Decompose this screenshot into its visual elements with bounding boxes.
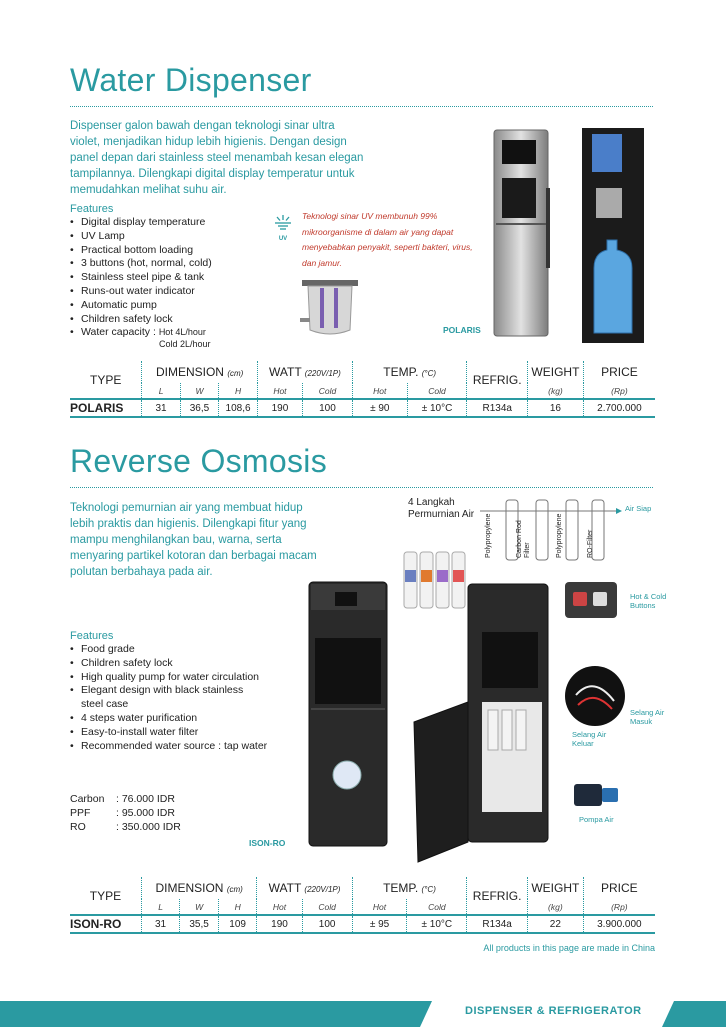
sub-w: W [180, 899, 219, 915]
row-price: 2.700.000 [583, 399, 655, 417]
list-item: • Children safety lock [70, 313, 290, 327]
intro-line: Dispenser galon bawah dengan teknologi sinar ultra [70, 120, 335, 132]
row-l: 31 [141, 915, 179, 933]
selang-keluar-callout [572, 730, 606, 748]
sub-temp-hot: Hot [352, 899, 407, 915]
water-dispenser-intro [70, 118, 370, 198]
filter-steps-title [408, 497, 474, 521]
filter-label: RO-Filter [587, 529, 594, 558]
row-temp-cold: ± 10°C [407, 399, 467, 417]
sub-watt-hot: Hot [257, 383, 302, 399]
callout-line: Buttons [630, 601, 656, 610]
row-watt-cold: 100 [302, 399, 352, 417]
filter-diagram [480, 495, 630, 565]
col-temp [352, 361, 466, 383]
list-item: • Digital display temperature [70, 216, 290, 230]
col-price: PRICE [583, 361, 655, 383]
col-dimension [141, 877, 257, 899]
ison-ro-open-image [412, 582, 550, 864]
table-row [70, 915, 655, 933]
price-row [70, 820, 181, 834]
intro-line: menyaring partikel kotoran dan berbagai macam [70, 550, 317, 562]
row-watt-hot: 190 [257, 915, 302, 933]
list-item: • Runs-out water indicator [70, 285, 290, 299]
price-row [70, 792, 181, 806]
footer-title: DISPENSER & REFRIGERATOR [465, 1005, 642, 1017]
reverse-osmosis-intro [70, 500, 370, 580]
intro-line: Teknologi pemurnian air yang membuat hidup [70, 502, 303, 514]
price-value: : 350.000 IDR [116, 821, 181, 833]
price-name: RO [70, 821, 86, 833]
sub-weight-unit: (kg) [528, 383, 584, 399]
intro-line: mampu menghilangkan bau, warna, serta [70, 534, 282, 546]
price-value: : 76.000 IDR [116, 793, 175, 805]
dimension-label: DIMENSION [155, 881, 224, 895]
uv-lamp-icon [272, 213, 294, 241]
row-l: 31 [142, 399, 180, 417]
callout-line: Hot & Cold [630, 592, 667, 601]
uv-tank-image [300, 278, 360, 340]
row-type: POLARIS [70, 401, 124, 415]
dimension-unit: (cm) [226, 885, 243, 894]
row-refrig: R134a [467, 915, 528, 933]
filter-label: Carbon Rod Filter [516, 520, 531, 558]
steps-subtitle: Permurnian Air [408, 509, 475, 520]
selang-masuk-callout [630, 708, 664, 726]
row-watt-cold: 100 [302, 915, 352, 933]
col-refrig: REFRIG. [467, 877, 528, 915]
list-item: • Automatic pump [70, 299, 290, 313]
uv-line: mikroorganisme di dalam air yang dapat [302, 226, 454, 237]
row-watt-hot: 190 [257, 399, 302, 417]
steps-title: 4 Langkah [408, 497, 455, 508]
features-list [70, 643, 300, 698]
watt-label: WATT [269, 365, 302, 379]
capacity-cold: Cold 2L/hour [159, 339, 211, 349]
dimension-label: DIMENSION [155, 365, 224, 379]
col-weight: WEIGHT [528, 361, 584, 383]
watt-label: WATT [268, 881, 302, 895]
col-price: PRICE [583, 877, 655, 899]
col-watt [257, 361, 352, 383]
row-h: 108,6 [219, 399, 258, 417]
filter-label: Polypropylene [556, 513, 563, 558]
intro-line: polutan berbahaya pada air. [70, 566, 213, 578]
temp-label: TEMP. [383, 881, 419, 895]
section-title-reverse-osmosis: Reverse Osmosis [70, 443, 327, 479]
intro-line: memudahkan melihat suhu air. [70, 184, 227, 196]
callout-line: Selang Air [572, 730, 607, 739]
polaris-label: POLARIS [443, 325, 481, 335]
temp-label: TEMP. [383, 365, 419, 379]
capacity-label: Water capacity : [81, 326, 156, 339]
callout-line: Keluar [572, 739, 594, 748]
row-w: 36,5 [180, 399, 219, 417]
list-item: • Food grade [70, 643, 300, 657]
list-item: • Practical bottom loading [70, 244, 290, 258]
list-item: • High quality pump for water circulation [70, 671, 300, 685]
hot-cold-callout [630, 592, 666, 610]
uv-line: Teknologi sinar UV membunuh 99% [302, 211, 438, 221]
intro-line: panel depan dari stainless steel menambah kesan elegan [70, 152, 364, 164]
list-item: • Recommended water source : tap water [70, 740, 300, 754]
features-title: Features [70, 630, 114, 642]
watt-unit: (220V/1P) [304, 885, 341, 894]
row-refrig: R134a [467, 399, 528, 417]
temp-unit: (°C) [421, 885, 436, 894]
row-w: 35,5 [180, 915, 219, 933]
temp-unit: (°C) [421, 369, 437, 378]
pump-image [570, 780, 622, 810]
list-item: • Stainless steel pipe & tank [70, 271, 290, 285]
sub-temp-cold: Cold [407, 383, 467, 399]
price-name: PPF [70, 807, 91, 819]
col-type: TYPE [90, 372, 122, 387]
sub-temp-cold: Cold [407, 899, 467, 915]
made-in-note: All products in this page are made in China [483, 943, 655, 953]
polaris-dispenser-image [492, 128, 552, 338]
sub-h: H [219, 383, 258, 399]
list-item: • Easy-to-install water filter [70, 726, 300, 740]
features-title: Features [70, 203, 114, 215]
dimension-unit: (cm) [227, 369, 244, 378]
intro-line: tampilannya. Dilengkapi digital display temperatur untuk [70, 168, 355, 180]
pompa-callout: Pompa Air [579, 815, 614, 824]
sub-watt-hot: Hot [257, 899, 302, 915]
ison-ro-label: ISON-RO [249, 838, 286, 848]
features-list [70, 216, 290, 340]
row-temp-cold: ± 10°C [407, 915, 467, 933]
sub-price-unit: (Rp) [583, 899, 655, 915]
sub-price-unit: (Rp) [583, 383, 655, 399]
intro-line: lebih praktis dan higienis. Dilengkapi fitur yang [70, 518, 307, 530]
ison-ro-spec-table [70, 877, 655, 934]
ison-ro-dispenser-image [307, 580, 389, 848]
list-item: • Children safety lock [70, 657, 300, 671]
sub-l: L [141, 899, 179, 915]
list-item: • 4 steps water purification [70, 712, 300, 726]
price-name: Carbon [70, 793, 105, 805]
table-row [70, 399, 655, 417]
polaris-interior-image [582, 128, 644, 343]
uv-label: UV [278, 236, 288, 242]
feature-continuation: steel case [81, 698, 129, 710]
sub-w: W [180, 383, 219, 399]
air-siap-label: Air Siap [625, 504, 652, 513]
price-row [70, 806, 181, 820]
filter-prices [70, 792, 181, 834]
price-value: : 95.000 IDR [116, 807, 175, 819]
list-item: • Elegant design with black stainless [70, 684, 300, 698]
capacity-hot: Hot 4L/hour [158, 327, 206, 338]
col-refrig: REFRIG. [467, 361, 528, 399]
col-type: TYPE [89, 888, 122, 903]
polaris-spec-table [70, 361, 655, 418]
sub-watt-cold: Cold [302, 899, 352, 915]
list-item: • 3 buttons (hot, normal, cold) [70, 257, 290, 271]
title-divider [70, 106, 653, 107]
sub-watt-cold: Cold [302, 383, 352, 399]
row-weight: 22 [527, 915, 583, 933]
watt-unit: (220V/1P) [304, 369, 341, 378]
sub-l: L [142, 383, 180, 399]
sub-temp-hot: Hot [352, 383, 407, 399]
col-temp [352, 877, 467, 899]
sub-h: H [218, 899, 257, 915]
features-list-2 [70, 712, 300, 753]
list-item: • UV Lamp [70, 230, 290, 244]
col-weight: WEIGHT [527, 877, 583, 899]
sub-weight-unit: (kg) [527, 899, 583, 915]
col-watt [257, 877, 352, 899]
uv-line: menyebabkan penyakit, seperti bakteri, virus, [302, 242, 473, 252]
title-divider [70, 487, 653, 488]
filter-label: Polypropylene [485, 513, 492, 558]
row-weight: 16 [528, 399, 584, 417]
hot-cold-buttons-image [565, 582, 617, 618]
intro-line: violet, menjadikan hidup lebih higienis. Dengan design [70, 136, 347, 148]
callout-line: Selang Air [630, 708, 665, 717]
row-temp-hot: ± 90 [352, 399, 407, 417]
callout-line: Masuk [630, 717, 653, 726]
uv-description [302, 209, 482, 271]
col-dimension [142, 361, 257, 383]
row-price: 3.900.000 [583, 915, 655, 933]
row-temp-hot: ± 95 [352, 915, 407, 933]
hose-image [564, 665, 626, 727]
uv-line: dan jamur. [302, 257, 342, 268]
section-title-water-dispenser: Water Dispenser [70, 62, 312, 98]
row-type: ISON-RO [70, 917, 122, 931]
row-h: 109 [218, 915, 257, 933]
